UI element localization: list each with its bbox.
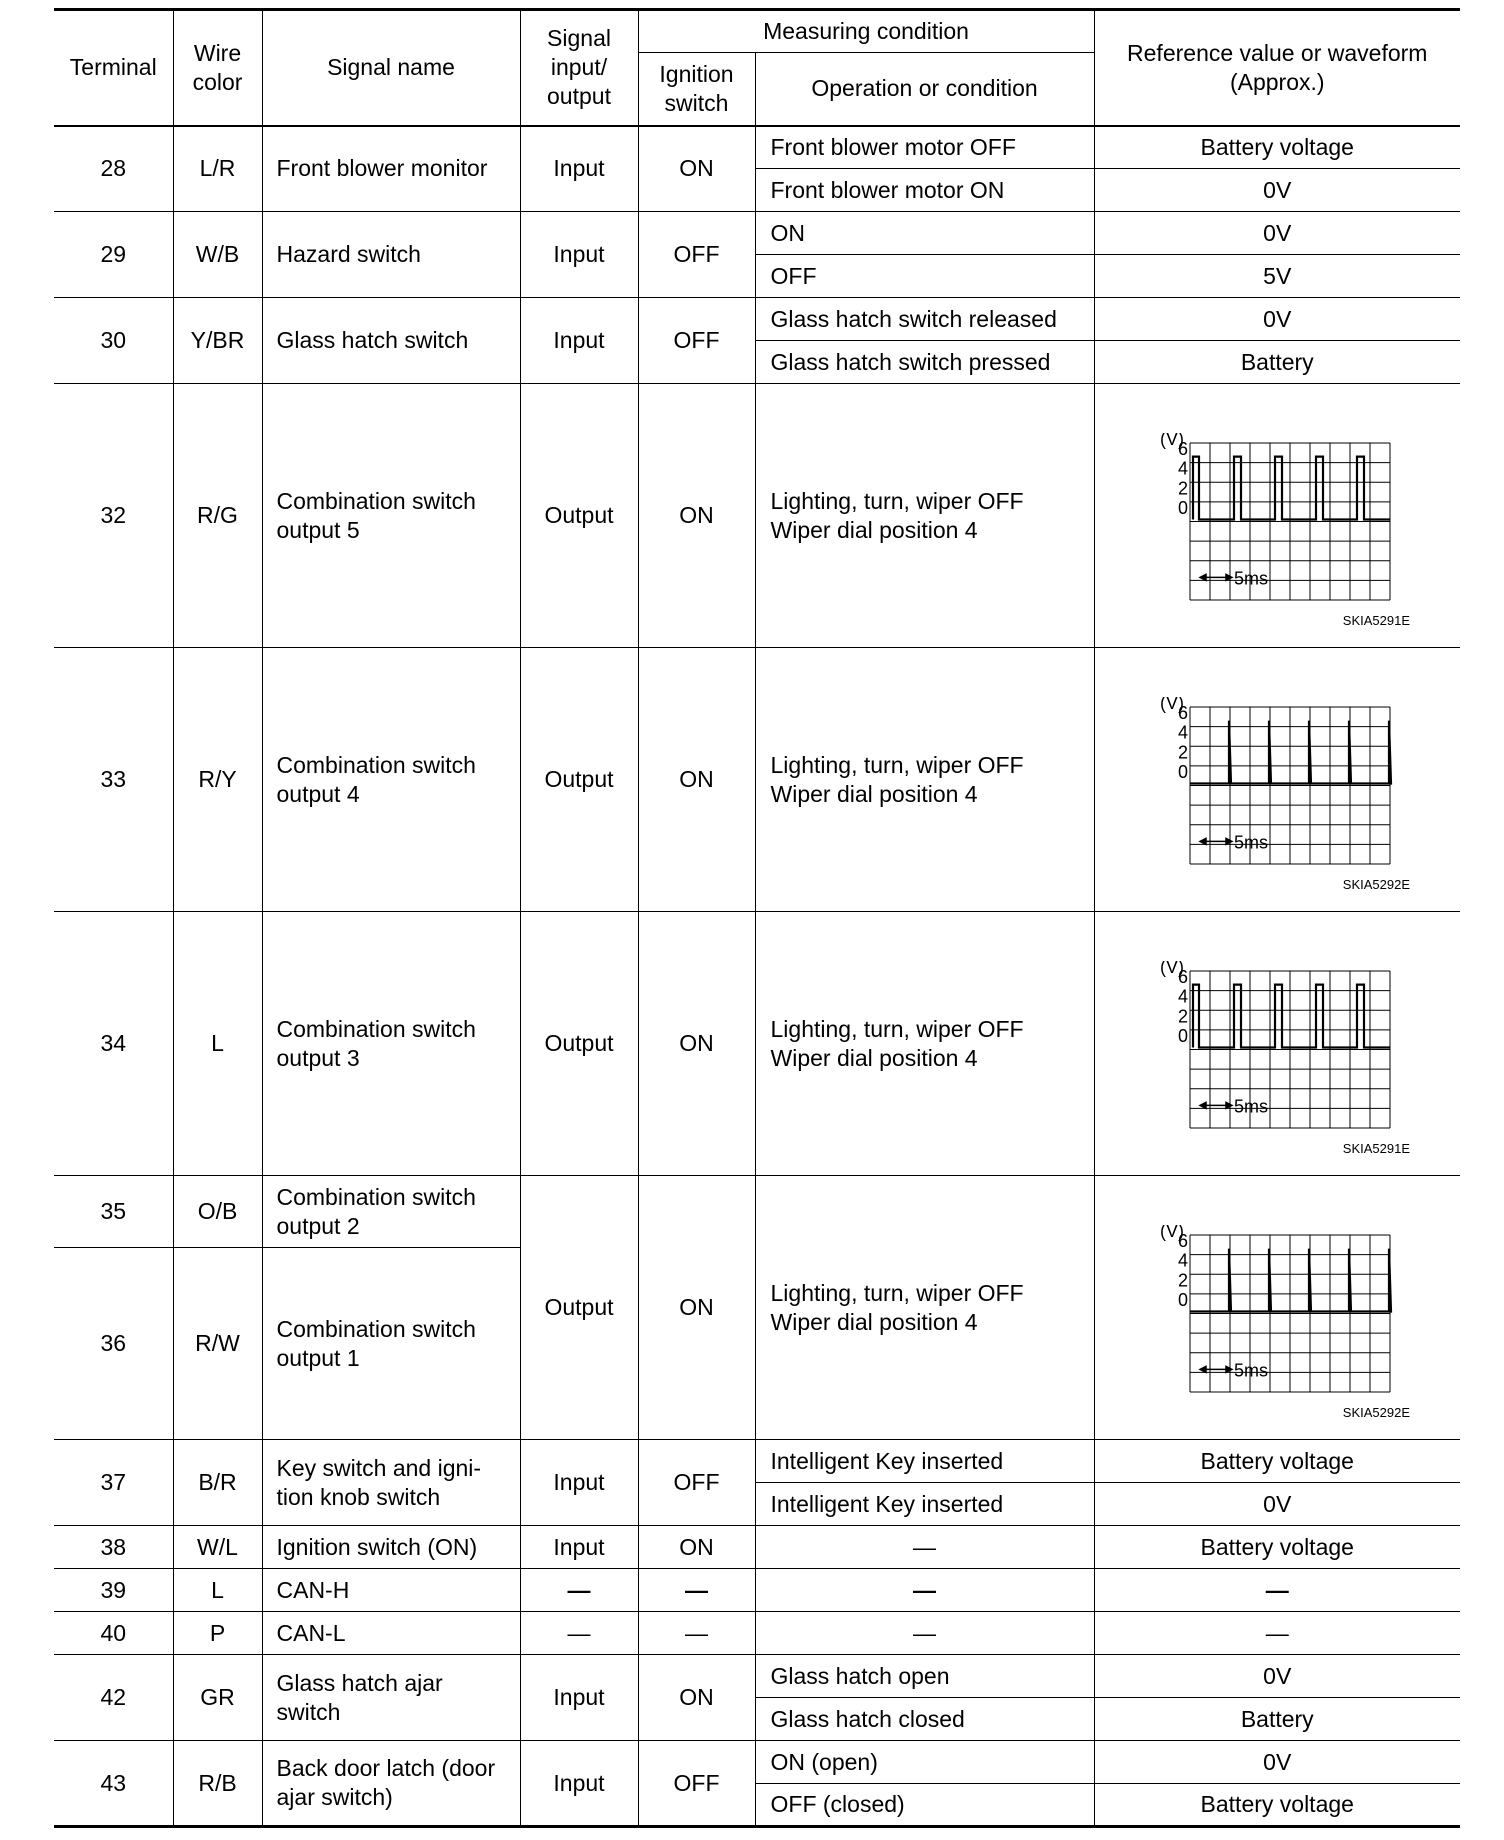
- waveform-unit-label: (V): [1159, 432, 1184, 449]
- terminal-cell: 28: [54, 126, 173, 212]
- header-wire-color: Wire color: [173, 10, 262, 126]
- table-row: [54, 384, 1460, 648]
- terminal-cell: 36: [54, 1248, 173, 1440]
- ignition-cell: ON: [638, 384, 755, 648]
- reference-cell: 0V: [1094, 169, 1460, 212]
- header-signal-io: Signal input/ output: [520, 10, 638, 126]
- wire-color-cell: R/W: [173, 1248, 262, 1440]
- signal-name-cell: Combination switch output 4: [262, 648, 520, 912]
- signal-io-cell: Input: [520, 126, 638, 212]
- waveform-figure: [1095, 385, 1461, 647]
- waveform-grid: [1190, 971, 1390, 1128]
- signal-name-cell: CAN-H: [262, 1569, 520, 1612]
- waveform-figure: [1095, 913, 1461, 1175]
- table-row: [54, 126, 1460, 169]
- reference-cell: 0V: [1094, 298, 1460, 341]
- reference-cell: Battery voltage: [1094, 1440, 1460, 1483]
- operation-cell: —: [755, 1569, 1094, 1612]
- waveform-code: SKIA5292E: [1342, 1404, 1410, 1420]
- reference-cell: Battery voltage: [1094, 1784, 1460, 1827]
- signal-io-cell: Input: [520, 298, 638, 384]
- waveform-tick-label: 6: [1177, 702, 1188, 723]
- signal-name-cell: CAN-L: [262, 1612, 520, 1655]
- wire-color-cell: B/R: [173, 1440, 262, 1526]
- operation-cell: —: [755, 1612, 1094, 1655]
- signal-name-cell: Glass hatch ajar switch: [262, 1655, 520, 1741]
- ignition-cell: ON: [638, 648, 755, 912]
- terminal-cell: 42: [54, 1655, 173, 1741]
- table-row: [54, 212, 1460, 255]
- waveform-tick-label: 4: [1177, 722, 1188, 743]
- waveform-trace: [1193, 456, 1390, 519]
- ignition-cell: ON: [638, 1526, 755, 1569]
- reference-cell: —: [1094, 1569, 1460, 1612]
- terminal-cell: 29: [54, 212, 173, 298]
- header-operation: Operation or condition: [755, 53, 1094, 126]
- table-row: [54, 912, 1460, 1176]
- terminal-cell: 34: [54, 912, 173, 1176]
- signal-io-cell: Input: [520, 1440, 638, 1526]
- terminal-cell: 33: [54, 648, 173, 912]
- timebase-label: 5ms: [1233, 1095, 1268, 1116]
- wire-color-cell: L: [173, 1569, 262, 1612]
- signal-io-cell: —: [520, 1612, 638, 1655]
- waveform-cell: [1094, 1176, 1460, 1440]
- reference-cell: 5V: [1094, 255, 1460, 298]
- operation-cell: Lighting, turn, wiper OFF Wiper dial position 4: [755, 912, 1094, 1176]
- waveform-tick-label: 4: [1177, 1250, 1188, 1271]
- signal-name-cell: Ignition switch (ON): [262, 1526, 520, 1569]
- operation-cell: ON: [755, 212, 1094, 255]
- waveform-code: SKIA5292E: [1342, 876, 1410, 892]
- table-row: [54, 1741, 1460, 1784]
- waveform-grid: [1190, 707, 1390, 864]
- waveform-unit-label: (V): [1159, 960, 1184, 977]
- operation-cell: —: [755, 1526, 1094, 1569]
- waveform-tick-label: 0: [1177, 497, 1188, 518]
- reference-cell: 0V: [1094, 1483, 1460, 1526]
- signal-name-cell: Glass hatch switch: [262, 298, 520, 384]
- reference-cell: Battery: [1094, 1698, 1460, 1741]
- signal-io-cell: Input: [520, 1741, 638, 1827]
- operation-cell: ON (open): [755, 1741, 1094, 1784]
- signal-name-cell: Combination switch output 1: [262, 1248, 520, 1440]
- operation-cell: Glass hatch switch pressed: [755, 341, 1094, 384]
- timebase-arrow-icon: [1200, 574, 1232, 580]
- waveform-code: SKIA5291E: [1342, 1140, 1410, 1156]
- ignition-cell: —: [638, 1569, 755, 1612]
- header-terminal: Terminal: [54, 10, 173, 126]
- timebase-arrow-icon: [1200, 1366, 1232, 1372]
- signal-name-cell: Combination switch output 5: [262, 384, 520, 648]
- table-row: [54, 1440, 1460, 1483]
- table-row: [54, 1655, 1460, 1698]
- header-reference: Reference value or waveform (Approx.): [1094, 10, 1460, 126]
- table-row: [54, 648, 1460, 912]
- table-row: [54, 298, 1460, 341]
- timebase-arrow-icon: [1200, 838, 1232, 844]
- operation-cell: Lighting, turn, wiper OFF Wiper dial position 4: [755, 648, 1094, 912]
- operation-cell: OFF (closed): [755, 1784, 1094, 1827]
- ignition-cell: —: [638, 1612, 755, 1655]
- wire-color-cell: W/B: [173, 212, 262, 298]
- reference-cell: Battery voltage: [1094, 1526, 1460, 1569]
- operation-cell: Front blower motor OFF: [755, 126, 1094, 169]
- signal-io-cell: Output: [520, 1176, 638, 1440]
- wire-color-cell: GR: [173, 1655, 262, 1741]
- waveform-tick-label: 0: [1177, 1289, 1188, 1310]
- ignition-cell: ON: [638, 1176, 755, 1440]
- waveform-graph: [1150, 961, 1410, 1131]
- terminal-cell: 32: [54, 384, 173, 648]
- terminal-cell: 30: [54, 298, 173, 384]
- reference-cell: 0V: [1094, 212, 1460, 255]
- waveform-tick-label: 6: [1177, 438, 1188, 459]
- wire-color-cell: R/B: [173, 1741, 262, 1827]
- waveform-grid: [1190, 443, 1390, 600]
- waveform-unit-label: (V): [1159, 1224, 1184, 1241]
- table-row: [54, 1526, 1460, 1569]
- header-signal-name: Signal name: [262, 10, 520, 126]
- terminal-cell: 39: [54, 1569, 173, 1612]
- reference-cell: 0V: [1094, 1655, 1460, 1698]
- terminal-table: [54, 8, 1460, 1828]
- signal-io-cell: —: [520, 1569, 638, 1612]
- waveform-tick-label: 0: [1177, 1025, 1188, 1046]
- signal-name-cell: Combination switch output 3: [262, 912, 520, 1176]
- terminal-cell: 37: [54, 1440, 173, 1526]
- waveform-tick-label: 6: [1177, 966, 1188, 987]
- wire-color-cell: W/L: [173, 1526, 262, 1569]
- waveform-graph: [1150, 1225, 1410, 1395]
- ignition-cell: OFF: [638, 298, 755, 384]
- signal-name-cell: Hazard switch: [262, 212, 520, 298]
- timebase-label: 5ms: [1233, 567, 1268, 588]
- terminal-cell: 38: [54, 1526, 173, 1569]
- wire-color-cell: L/R: [173, 126, 262, 212]
- operation-cell: Intelligent Key inserted: [755, 1440, 1094, 1483]
- waveform-tick-label: 2: [1177, 477, 1188, 498]
- waveform-tick-label: 0: [1177, 761, 1188, 782]
- signal-name-cell: Front blower monitor: [262, 126, 520, 212]
- reference-cell: Battery voltage: [1094, 126, 1460, 169]
- reference-cell: Battery: [1094, 341, 1460, 384]
- terminal-cell: 43: [54, 1741, 173, 1827]
- waveform-trace: [1193, 984, 1390, 1047]
- signal-name-cell: Back door latch (door ajar switch): [262, 1741, 520, 1827]
- signal-name-cell: Key switch and igni- tion knob switch: [262, 1440, 520, 1526]
- timebase-label: 5ms: [1233, 1359, 1268, 1380]
- wire-color-cell: O/B: [173, 1176, 262, 1248]
- operation-cell: Lighting, turn, wiper OFF Wiper dial position 4: [755, 384, 1094, 648]
- operation-cell: Glass hatch closed: [755, 1698, 1094, 1741]
- terminal-cell: 35: [54, 1176, 173, 1248]
- wire-color-cell: R/Y: [173, 648, 262, 912]
- waveform-graph: [1150, 697, 1410, 867]
- waveform-figure: [1095, 649, 1461, 911]
- waveform-cell: [1094, 384, 1460, 648]
- signal-io-cell: Output: [520, 384, 638, 648]
- operation-cell: Glass hatch open: [755, 1655, 1094, 1698]
- waveform-tick-label: 4: [1177, 458, 1188, 479]
- wire-color-cell: Y/BR: [173, 298, 262, 384]
- waveform-tick-label: 4: [1177, 986, 1188, 1007]
- waveform-cell: [1094, 648, 1460, 912]
- timebase-arrow-icon: [1200, 1102, 1232, 1108]
- signal-name-cell: Combination switch output 2: [262, 1176, 520, 1248]
- waveform-graph: [1150, 433, 1410, 603]
- header-ignition-switch: Ignition switch: [638, 53, 755, 126]
- table-row: [54, 1612, 1460, 1655]
- operation-cell: Lighting, turn, wiper OFF Wiper dial position 4: [755, 1176, 1094, 1440]
- operation-cell: OFF: [755, 255, 1094, 298]
- signal-io-cell: Input: [520, 1526, 638, 1569]
- table-row: [54, 1176, 1460, 1248]
- waveform-code: SKIA5291E: [1342, 612, 1410, 628]
- signal-io-cell: Output: [520, 912, 638, 1176]
- wire-color-cell: P: [173, 1612, 262, 1655]
- signal-io-cell: Input: [520, 212, 638, 298]
- waveform-tick-label: 2: [1177, 1269, 1188, 1290]
- terminal-cell: 40: [54, 1612, 173, 1655]
- waveform-tick-label: 2: [1177, 741, 1188, 762]
- waveform-figure: [1095, 1177, 1461, 1439]
- ignition-cell: OFF: [638, 1440, 755, 1526]
- operation-cell: Front blower motor ON: [755, 169, 1094, 212]
- waveform-cell: [1094, 912, 1460, 1176]
- table-row: [54, 1569, 1460, 1612]
- header-measuring-condition: Measuring condition: [638, 10, 1094, 53]
- waveform-grid: [1190, 1235, 1390, 1392]
- operation-cell: Glass hatch switch released: [755, 298, 1094, 341]
- signal-io-cell: Input: [520, 1655, 638, 1741]
- reference-cell: —: [1094, 1612, 1460, 1655]
- reference-cell: 0V: [1094, 1741, 1460, 1784]
- ignition-cell: ON: [638, 126, 755, 212]
- waveform-unit-label: (V): [1159, 696, 1184, 713]
- waveform-tick-label: 6: [1177, 1230, 1188, 1251]
- wire-color-cell: L: [173, 912, 262, 1176]
- ignition-cell: ON: [638, 912, 755, 1176]
- timebase-label: 5ms: [1233, 831, 1268, 852]
- ignition-cell: OFF: [638, 1741, 755, 1827]
- ignition-cell: ON: [638, 1655, 755, 1741]
- waveform-tick-label: 2: [1177, 1005, 1188, 1026]
- signal-io-cell: Output: [520, 648, 638, 912]
- wire-color-cell: R/G: [173, 384, 262, 648]
- operation-cell: Intelligent Key inserted: [755, 1483, 1094, 1526]
- ignition-cell: OFF: [638, 212, 755, 298]
